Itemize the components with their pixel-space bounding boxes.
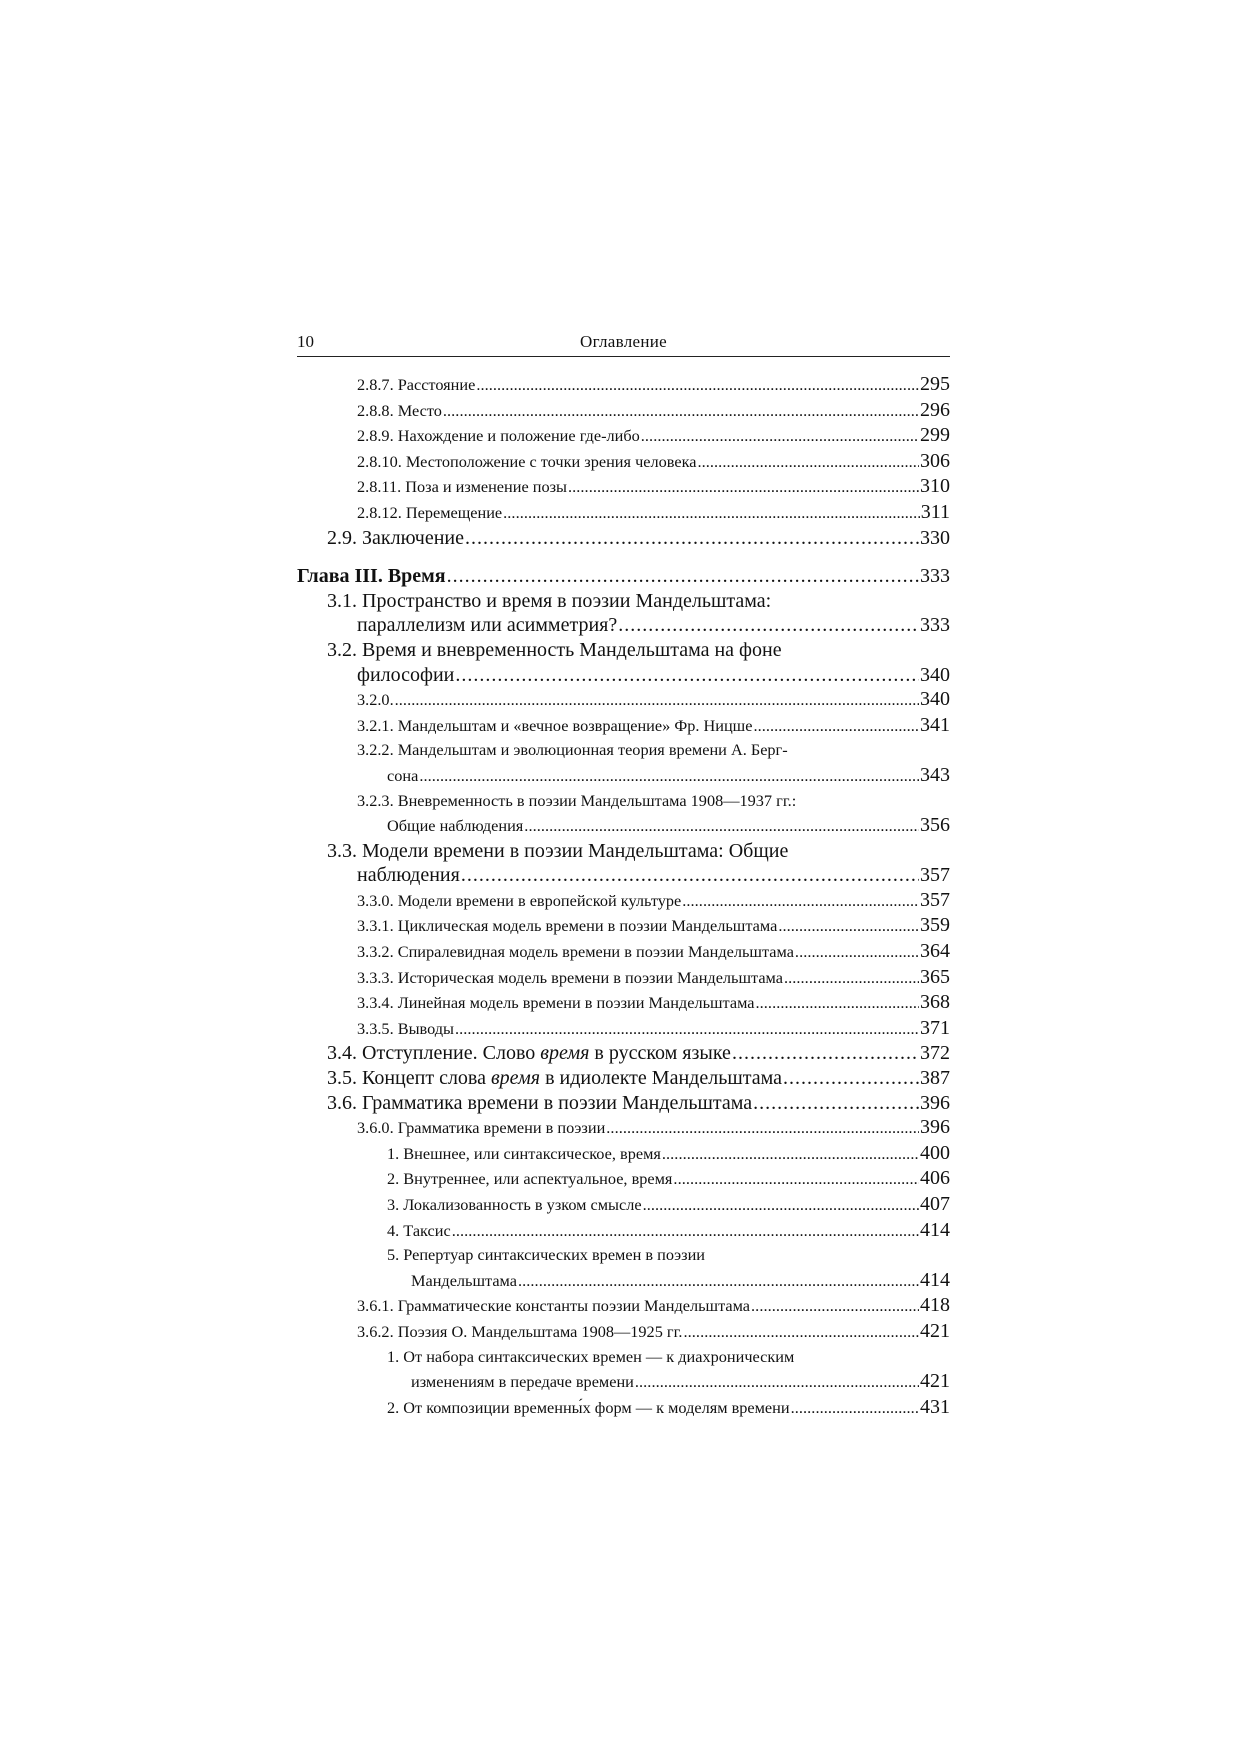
toc-page-number: 387	[920, 1067, 950, 1090]
toc-entry-row	[297, 813, 950, 839]
toc-entry-row	[297, 423, 950, 449]
toc-entry	[297, 1243, 950, 1293]
toc-entry-title-line: 3.3. Модели времени в поэзии Мандельштама: Общие	[327, 839, 789, 862]
toc-entry-title-line: 3.2.2. Мандельштам и эволюционная теория времени А. Берг-	[357, 740, 788, 760]
toc-entry	[297, 1041, 950, 1066]
toc-title-part: в русском языке	[589, 1042, 731, 1065]
toc-entry-title: параллелизм или асимметрия?	[357, 614, 618, 637]
toc-entry	[297, 449, 950, 475]
toc-entry	[297, 939, 950, 965]
toc-title-emphasis: время	[540, 1042, 590, 1065]
toc-entry-row	[297, 1268, 950, 1294]
dot-leader	[662, 1142, 919, 1167]
dot-leader	[756, 991, 920, 1016]
toc-entry	[297, 990, 950, 1016]
toc-entry	[297, 1218, 950, 1244]
toc-entry	[297, 1066, 950, 1091]
toc-page-number: 333	[920, 614, 950, 637]
toc-page-number: 306	[920, 449, 950, 472]
dot-leader	[673, 1167, 919, 1192]
toc-page-number: 357	[920, 864, 950, 887]
toc-title-part: 3.4. Отступление. Слово	[327, 1042, 541, 1065]
dot-leader	[791, 1396, 919, 1421]
toc-page-number: 371	[920, 1016, 950, 1039]
toc-entry-title: 2.8.8. Место	[357, 400, 442, 420]
dot-leader	[753, 1091, 919, 1116]
toc-entry-title: Общие наблюдения	[387, 816, 524, 836]
toc-entry-row	[297, 1166, 950, 1192]
toc-entry-title: Мандельштама	[411, 1270, 517, 1290]
toc-entry-title: 3.3.5. Выводы	[357, 1018, 454, 1038]
toc-page-number: 330	[920, 526, 950, 549]
toc-entry-title: 4. Таксис	[387, 1220, 451, 1240]
toc-page-number: 310	[920, 475, 950, 498]
toc-page-number: 421	[920, 1370, 950, 1393]
dot-leader	[697, 450, 919, 475]
toc-page-number: 364	[920, 940, 950, 963]
toc-entry	[297, 888, 950, 914]
toc-title-part: 3.5. Концепт слова	[327, 1067, 491, 1090]
toc-entry	[297, 589, 950, 638]
toc-entry	[297, 500, 950, 526]
toc-entry	[297, 564, 950, 589]
toc-entry	[297, 1016, 950, 1042]
toc-page-number: 396	[920, 1116, 950, 1139]
dot-leader	[524, 814, 919, 839]
toc-page-number: 343	[920, 763, 950, 786]
toc-entry-title	[327, 1066, 782, 1091]
toc-entry	[297, 423, 950, 449]
dot-leader	[395, 688, 919, 713]
toc-entry-title: 2.8.11. Поза и изменение позы	[357, 477, 567, 497]
toc-entry	[297, 1091, 950, 1116]
toc-page-number: 407	[920, 1193, 950, 1215]
dot-leader	[643, 1193, 919, 1218]
toc-page-number: 311	[920, 500, 950, 523]
toc-entry-row	[297, 1115, 950, 1141]
toc-entry-title: 2.8.9. Нахождение и положение где-либо	[357, 426, 640, 446]
toc-entry-row	[297, 863, 950, 888]
toc-title-part: в идиолекте Мандельштама	[540, 1067, 782, 1090]
toc-entry	[297, 1395, 950, 1421]
toc-entry	[297, 1345, 950, 1395]
dot-leader	[476, 373, 919, 398]
toc-entry	[297, 1192, 950, 1218]
toc-entry-row	[297, 687, 950, 713]
toc-entry-row	[297, 526, 950, 551]
toc-entry-title: 3.6.2. Поэзия О. Мандельштама 1908—1925 гг.	[357, 1321, 683, 1341]
toc-entry-row	[297, 763, 950, 789]
toc-entry-title: 2.8.10. Местоположение с точки зрения человека	[357, 451, 697, 471]
dot-leader	[751, 1294, 919, 1319]
toc-entry-row	[297, 1066, 950, 1091]
dot-leader	[568, 475, 919, 500]
toc-entry-title: сона	[387, 765, 419, 785]
dot-leader	[641, 424, 919, 449]
dot-leader	[518, 1269, 919, 1294]
dot-leader	[684, 1320, 920, 1345]
toc-page-number: 421	[920, 1319, 950, 1342]
toc-entry	[297, 474, 950, 500]
toc-entry	[297, 1293, 950, 1319]
toc-page-number: 414	[920, 1218, 950, 1241]
toc-entry-row	[297, 888, 950, 914]
dot-leader	[795, 940, 919, 965]
toc-entry-title: 3. Локализованность в узком смысле	[387, 1195, 642, 1214]
toc-page-number: 296	[920, 398, 950, 421]
toc-entry-row	[297, 1091, 950, 1116]
toc-entry-title: 3.3.4. Линейная модель времени в поэзии Мандельштама	[357, 993, 755, 1013]
toc-entry-row	[297, 1218, 950, 1244]
toc-entry	[297, 1115, 950, 1141]
toc-entry	[297, 1141, 950, 1167]
toc-title-emphasis: время	[490, 1067, 541, 1090]
toc-entry-title-line: 3.2.3. Вневременность в поэзии Мандельштама 1908—1937 гг.:	[357, 790, 797, 810]
toc-entry-row	[297, 372, 950, 398]
page-number: 10	[297, 332, 314, 351]
toc-entry-title: 1. Внешнее, или синтаксическое, время	[387, 1143, 661, 1163]
toc-page-number: 359	[920, 914, 950, 937]
dot-leader	[461, 863, 919, 888]
toc-page-number: 341	[920, 713, 950, 736]
dot-leader	[419, 764, 919, 789]
toc-entry-title-line: 1. От набора синтаксических времен — к диахроническим	[387, 1346, 795, 1366]
toc-entry-title: 3.3.3. Историческая модель времени в поэзии Мандельштама	[357, 967, 783, 987]
running-head	[297, 334, 950, 357]
dot-leader	[503, 501, 920, 526]
toc-entry	[297, 687, 950, 713]
toc-page-number: 400	[920, 1141, 950, 1164]
toc-page-number: 368	[920, 991, 950, 1014]
dot-leader	[753, 714, 919, 739]
toc-entry-row	[297, 613, 950, 638]
dot-leader	[443, 399, 919, 424]
toc-entry-row	[297, 913, 950, 939]
toc-entry-title: 2. Внутреннее, или аспектуальное, время	[387, 1169, 673, 1189]
toc-entry-row	[297, 1369, 950, 1395]
dot-leader	[635, 1370, 919, 1395]
toc-entry-row	[297, 663, 950, 688]
toc-page-number: 295	[920, 373, 950, 395]
toc-entry	[297, 1319, 950, 1345]
toc-entry-row	[297, 939, 950, 965]
toc-entry-row	[297, 398, 950, 424]
table-of-contents	[297, 372, 950, 1420]
toc-entry-title: 3.6. Грамматика времени в поэзии Мандельштама	[327, 1091, 753, 1114]
toc-page-number: 431	[920, 1395, 950, 1418]
dot-leader	[455, 1017, 919, 1042]
dot-leader	[783, 1066, 919, 1091]
toc-entry-title	[327, 1041, 731, 1066]
toc-entry-title: 2. От композиции временны́х форм — к моделям времени	[387, 1397, 790, 1417]
toc-page-number: 333	[920, 565, 950, 588]
toc-entry-row	[297, 500, 950, 526]
toc-page-number: 356	[920, 814, 950, 837]
toc-page-number: 418	[920, 1294, 950, 1317]
toc-entry-title-line: 3.1. Пространство и время в поэзии Мандельштама:	[327, 589, 772, 612]
toc-entry-row	[297, 1041, 950, 1066]
toc-page-number: 340	[920, 663, 950, 686]
toc-entry-row	[297, 965, 950, 991]
dot-leader	[465, 526, 919, 551]
toc-page-number: 406	[920, 1167, 950, 1190]
toc-entry	[297, 1166, 950, 1192]
toc-entry-title: 2.8.7. Расстояние	[357, 375, 476, 394]
toc-entry-row	[297, 1016, 950, 1042]
toc-entry-title-line: 3.2. Время и вневременность Мандельштама на фоне	[327, 638, 782, 661]
toc-entry-row	[297, 474, 950, 500]
toc-entry-title: 3.2.1. Мандельштам и «вечное возвращение» Фр. Ницше	[357, 715, 753, 735]
toc-entry-row	[297, 449, 950, 475]
toc-page-number: 372	[920, 1042, 950, 1065]
toc-entry-title: 3.3.1. Циклическая модель времени в поэзии Мандельштама	[357, 916, 778, 936]
toc-entry-title: изменениям в передаче времени	[411, 1372, 634, 1392]
dot-leader	[682, 889, 919, 914]
toc-entry-row	[297, 1192, 950, 1218]
toc-entry-title: 3.3.0. Модели времени в европейской культуре	[357, 890, 682, 910]
toc-page-number: 357	[920, 888, 950, 911]
dot-leader	[455, 663, 919, 688]
dot-leader	[784, 966, 919, 991]
dot-leader	[618, 613, 919, 638]
toc-entry	[297, 789, 950, 839]
toc-page-number: 396	[920, 1091, 950, 1114]
toc-entry-row	[297, 564, 950, 589]
toc-entry-title: 3.2.0.	[357, 690, 394, 710]
toc-entry-title-line: 5. Репертуар синтаксических времен в поэзии	[387, 1245, 706, 1265]
toc-entry	[297, 913, 950, 939]
dot-leader	[778, 914, 919, 939]
toc-entry-row	[297, 713, 950, 739]
toc-page-number: 340	[920, 688, 950, 711]
toc-entry-row	[297, 1293, 950, 1319]
dot-leader	[606, 1116, 919, 1141]
dot-leader	[447, 564, 919, 589]
toc-entry-title: наблюдения	[357, 864, 460, 887]
dot-leader	[452, 1219, 919, 1244]
toc-page-number: 365	[920, 965, 950, 988]
toc-entry	[297, 638, 950, 687]
toc-entry-title: 3.6.0. Грамматика времени в поэзии	[357, 1118, 606, 1138]
toc-entry	[297, 965, 950, 991]
toc-entry	[297, 839, 950, 888]
toc-page-number: 299	[920, 424, 950, 447]
toc-entry-title: 2.8.12. Перемещение	[357, 502, 503, 522]
toc-entry-row	[297, 1319, 950, 1345]
toc-entry-title: 3.3.2. Спиралевидная модель времени в поэзии Мандельштама	[357, 942, 794, 962]
toc-entry	[297, 713, 950, 739]
toc-entry-title: философии	[357, 663, 455, 686]
toc-entry	[297, 526, 950, 551]
toc-entry	[297, 738, 950, 788]
toc-page-number: 414	[920, 1268, 950, 1291]
dot-leader	[732, 1041, 919, 1066]
toc-entry-row	[297, 1141, 950, 1167]
toc-entry-title: 2.9. Заключение	[327, 526, 464, 549]
toc-entry-title: Глава III. Время	[297, 565, 446, 588]
toc-entry	[297, 398, 950, 424]
toc-entry-row	[297, 990, 950, 1016]
book-page	[297, 334, 950, 1420]
toc-entry-title: 3.6.1. Грамматические константы поэзии Мандельштама	[357, 1296, 751, 1316]
running-title: Оглавление	[580, 332, 667, 351]
toc-entry	[297, 372, 950, 398]
toc-entry-row	[297, 1395, 950, 1421]
